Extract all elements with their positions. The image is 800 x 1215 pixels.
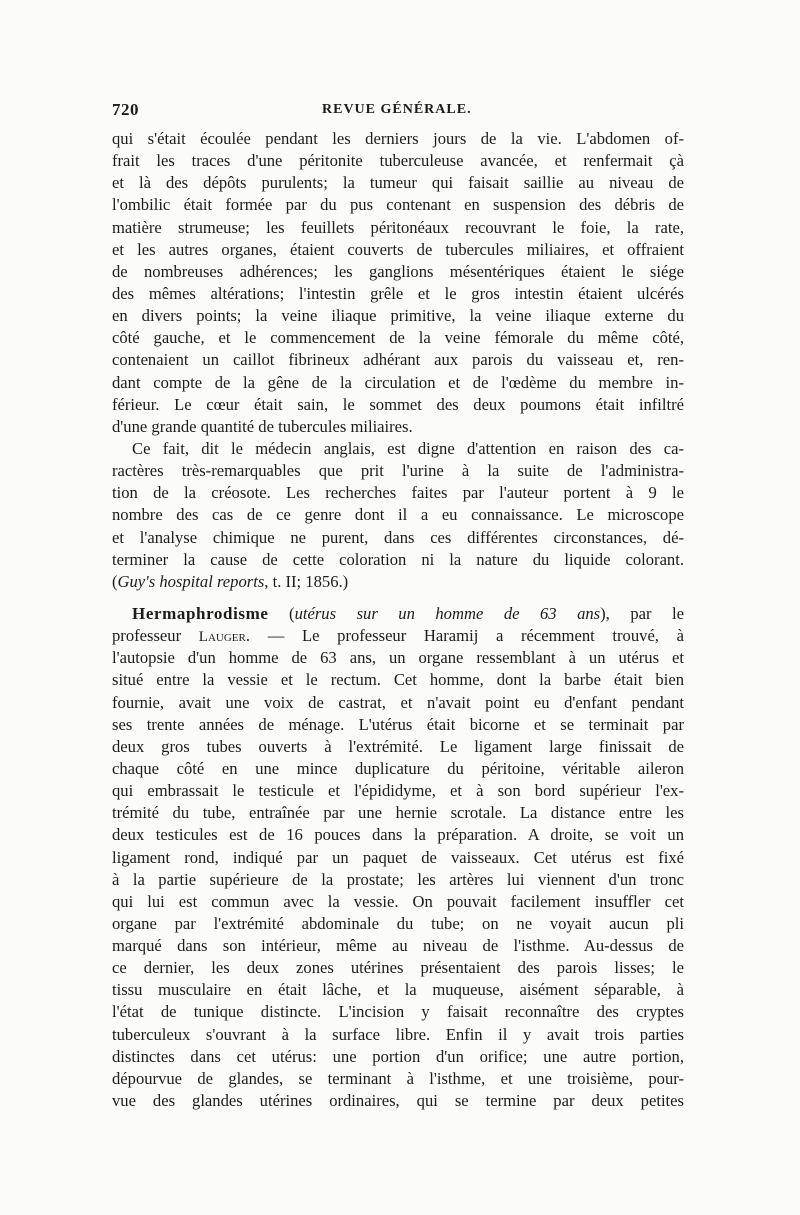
text-line: d'une grande quantité de tubercules miliaires.	[112, 416, 413, 436]
text-line: trémité du tube, entraînée par une hernie scrotale. La distance entre les	[112, 803, 684, 823]
text-line: tion de la créosote. Les recherches faites par l'auteur portent à 9 le	[112, 483, 684, 503]
text-line: et là des dépôts purulents; la tumeur qui faisait saillie au niveau de	[112, 173, 684, 193]
text-line: à la partie supérieure de la prostate; les artères lui viennent d'un tronc	[112, 869, 684, 889]
text-line: des mêmes altérations; l'intestin grêle et le gros intestin étaient ulcérés	[112, 283, 684, 303]
text-line: ractères très-remarquables que prit l'urine à la suite de l'administra-	[112, 461, 684, 481]
text-line: deux gros tubes ouverts à l'extrémité. Le ligament large finissait de	[112, 736, 684, 756]
text-line: ses trente années de ménage. L'utérus était bicorne et se terminait par	[112, 714, 684, 734]
text-line: distinctes dans cet utérus: une portion d'un orifice; une autre portion,	[112, 1046, 684, 1066]
text-line: terminer la cause de cette coloration ni la nature du liquide colorant.	[112, 549, 684, 569]
text-line: dant compte de la gêne de la circulation et de l'œdème du membre in-	[112, 372, 684, 392]
text-line: chaque côté en une mince duplicature du péritoine, véritable aileron	[112, 758, 684, 778]
body-text	[112, 128, 684, 1112]
running-head	[112, 100, 687, 128]
text-line: fournie, avait une voix de castrat, et n'avait point eu d'enfant pendant	[112, 692, 684, 712]
subtitle-open: (	[268, 603, 295, 623]
text-line: de nombreuses adhérences; les ganglions mésentériques étaient le siége	[112, 261, 684, 281]
text-line: vue des glandes utérines ordinaires, qui se termine par deux petites	[112, 1091, 684, 1111]
journal-title: REVUE GÉNÉRALE.	[322, 102, 472, 117]
text-line: qui s'était écoulée pendant les derniers jours de la vie. L'abdomen of-	[112, 129, 684, 148]
text-line: marqué dans son intérieur, même au niveau de l'isthme. Au-dessus de	[112, 936, 684, 956]
paragraph-autopsy-findings	[112, 128, 684, 438]
paragraph-creosote-urine	[112, 438, 684, 593]
text-line: dépourvue de glandes, se terminant à l'isthme, et une troisième, pour-	[112, 1068, 684, 1088]
text-line: matière strumeuse; les feuillets péritonéaux recouvrant le foie, la rate,	[112, 217, 684, 237]
text-line: l'ombilic était formée par du pus contenant en suspension des débris de	[112, 195, 684, 215]
author-name: Lauger	[198, 629, 246, 646]
text-line: et l'analyse chimique ne purent, dans ces différentes circonstances, dé-	[112, 527, 684, 547]
text-line: organe par l'extrémité abdominale du tube; on ne voyait aucun pli	[112, 913, 684, 933]
text-line: Ce fait, dit le médecin anglais, est digne d'attention en raison des ca-	[132, 438, 684, 458]
citation-line	[112, 571, 684, 593]
text-line: situé entre la vessie et le rectum. Cet homme, dont la barbe était bien	[112, 670, 684, 690]
text-line: tissu musculaire en était lâche, et la muqueuse, aisément séparable, à	[112, 980, 684, 1000]
text-line: ce dernier, les deux zones utérines présentaient des parois lisses; le	[112, 958, 684, 978]
author-line-rest: . — Le professeur Haramij a récemment trouvé, à	[245, 626, 684, 646]
paragraph-gap	[112, 593, 684, 603]
subtitle-close: ), par le	[600, 603, 684, 623]
text-line: contenaient un caillot fibrineux adhérant aux parois du vaisseau et, ren-	[112, 350, 684, 370]
text-line: côté gauche, et le commencement de la veine fémorale du même côté,	[112, 328, 684, 348]
section-heading-line	[112, 603, 684, 625]
text-line: l'autopsie d'un homme de 63 ans, un organe ressemblant à un utérus et	[112, 648, 684, 668]
text-line: deux testicules est de 16 pouces dans la préparation. A droite, se voit un	[112, 825, 684, 845]
section-title: Hermaphrodisme	[132, 603, 269, 623]
text-line: en divers points; la veine iliaque primitive, la veine iliaque externe du	[112, 306, 684, 326]
page-number: 720	[112, 100, 139, 119]
text-line: ligament rond, indiqué par un paquet de vaisseaux. Cet utérus est fixé	[112, 847, 684, 867]
text-line: férieur. Le cœur était sain, le sommet des deux poumons était infiltré	[112, 394, 684, 414]
citation-open: (	[112, 571, 118, 591]
citation-source: Guy's hospital reports	[117, 571, 265, 591]
text-line: nombre des cas de ce genre dont il a eu connaissance. Le microscope	[112, 505, 684, 525]
text-line: tuberculeux s'ouvrant à la surface libre. Enfin il y avait trois parties	[112, 1024, 684, 1044]
section-subtitle: utérus sur un homme de 63 ans	[294, 603, 601, 623]
text-line: frait les traces d'une péritonite tuberculeuse avancée, et renfermait çà	[112, 151, 684, 171]
author-prefix: professeur	[112, 626, 199, 646]
text-line: et les autres organes, étaient couverts de tubercules miliaires, et offraient	[112, 239, 684, 259]
section-hermaphrodisme	[112, 603, 684, 1112]
author-line	[112, 625, 684, 647]
text-line: l'état de tunique distincte. L'incision y faisait reconnaître des cryptes	[112, 1002, 684, 1022]
text-line: qui lui est commun avec la vessie. On pouvait facilement insuffler cet	[112, 891, 684, 911]
citation-rest: , t. II; 1856.)	[264, 571, 349, 591]
text-line: qui embrassait le testicule et l'épididyme, et à son bord supérieur l'ex-	[112, 781, 684, 801]
